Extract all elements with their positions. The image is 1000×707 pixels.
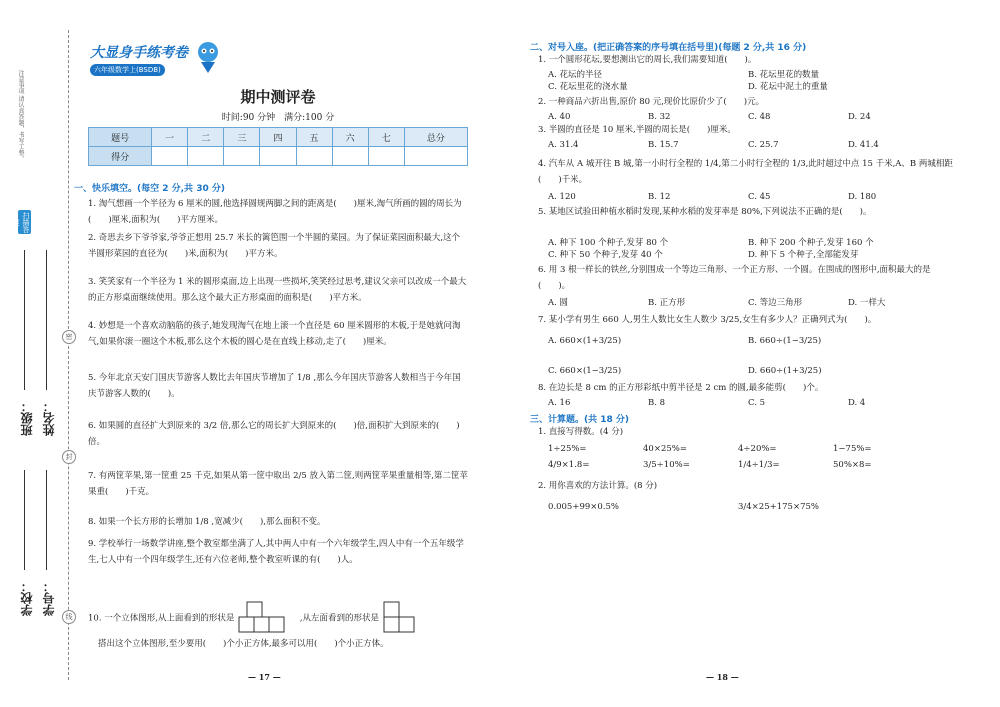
binding-sidebar (0, 0, 75, 707)
calc-item: 4÷20%= (738, 444, 777, 454)
option-a[interactable]: A. 花坛的半径 (548, 70, 603, 80)
option-a[interactable]: A. 120 (548, 192, 576, 202)
grade-badge: 六年级数学上(BSDB) (90, 64, 165, 76)
choice-options-5 (548, 236, 948, 260)
class-line (24, 250, 25, 390)
option-a[interactable]: A. 31.4 (548, 140, 579, 150)
fill-question-10 (88, 600, 468, 636)
calc-item: 3/5÷10%= (643, 460, 690, 470)
choice-options-1 (548, 68, 948, 92)
page-18 (530, 0, 970, 707)
q10-text-b: ,从左面看到的形状是 (299, 613, 380, 624)
option-c[interactable]: C. 5 (748, 398, 766, 408)
notice-text: 注意事项 请认真答题，书写工整。 (17, 70, 24, 162)
score-header-cell: 三 (224, 128, 260, 147)
seal-mark: 密 (62, 330, 76, 344)
option-d[interactable]: D. 种下 5 个种子,全部能发芽 (748, 250, 859, 260)
calc-item: 0.005+99×0.5% (548, 502, 619, 512)
option-a[interactable]: A. 40 (548, 112, 571, 122)
option-d[interactable]: D. 41.4 (848, 140, 879, 150)
q7-fraction: 2/5 (293, 471, 307, 481)
option-a[interactable]: A. 种下 100 个种子,发芽 80 个 (548, 238, 669, 248)
option-c[interactable]: C. 48 (748, 112, 771, 122)
fill-question-3: 3. 笑笑家有一个半径为 1 米的圆形桌面,边上出现一些损坏,笑笑经过思考,建议父亲可以改成一个最大的正方形桌面继续使用。那么这个最大正方形桌面的面积是( )平方米。 (88, 277, 467, 303)
page-17 (74, 0, 468, 707)
option-c[interactable]: C. 花坛里花的浇水量 (548, 82, 628, 92)
seal-mark: 封 (62, 450, 76, 464)
score-header-cell: 一 (152, 128, 188, 147)
fill-question-2: 2. 奇思去乡下爷爷家,爷爷正想用 25.7 米长的篱笆围一个半圆的菜园。为了保证菜园面积最大,这个半圆形菜园的直径为( )米,面积为( )平方米。 (88, 233, 461, 259)
option-d[interactable]: D. 一样大 (848, 298, 886, 308)
choice-options-6 (548, 296, 948, 308)
option-b[interactable]: B. 花坛里花的数量 (748, 70, 820, 80)
option-b[interactable]: B. 种下 200 个种子,发芽 160 个 (748, 238, 874, 248)
choice-options-3 (548, 140, 948, 150)
calc-item: 4/9×1.8= (548, 460, 590, 470)
choice-question-7: 7. 某小学有男生 660 人,男生人数比女生人数少 3/25,女生有多少人？正确列式为( )。 (538, 315, 877, 325)
option-c[interactable]: C. 种下 50 个种子,发芽 40 个 (548, 250, 663, 260)
option-a[interactable]: A. 圆 (548, 298, 569, 308)
option-b[interactable]: B. 8 (648, 398, 666, 408)
option-d[interactable]: D. 花坛中泥土的重量 (748, 82, 828, 92)
q5-fraction: 1/8 (297, 373, 311, 383)
page-number: — 18 — (706, 672, 739, 682)
exam-meta: 时间:90 分钟 满分:100 分 (221, 113, 335, 123)
calc-item: 1−75%= (833, 444, 872, 454)
score-header-row (89, 128, 468, 147)
option-c[interactable]: C. 45 (748, 192, 771, 202)
school-label: 学校： (20, 580, 34, 616)
score-header-cell: 四 (260, 128, 296, 147)
score-row-label: 得分 (89, 147, 152, 166)
seal-mark: 线 (62, 610, 76, 624)
calc-part-1: 1. 直接写得数。(4 分) (538, 427, 624, 437)
id-line (46, 470, 47, 570)
score-row (89, 147, 468, 166)
score-cell[interactable] (332, 147, 368, 166)
option-d[interactable]: D. 180 (848, 192, 877, 202)
calc-grid-2 (548, 502, 928, 512)
q10-text-a: 10. 一个立体图形,从上面看到的形状是 (88, 613, 235, 624)
mascot-icon (193, 40, 223, 74)
choice-question-2: 2. 一种商品六折出售,原价 80 元,现价比原价少了( )元。 (538, 97, 765, 107)
option-b[interactable]: B. 15.7 (648, 140, 679, 150)
score-cell[interactable] (224, 147, 260, 166)
calc-item: 1/4÷1/3= (738, 460, 780, 470)
choice-options-7 (548, 336, 948, 376)
choice-options-4 (548, 192, 948, 202)
id-label: 学号： (42, 580, 56, 616)
choice-question-4: 4. 汽车从 A 城开往 B 城,第一小时行全程的 1/4,第二小时行全程的 1/3,此时超过中点 15 千米,A、B 两城相距( )千米。 (538, 159, 953, 185)
q7-text-a: 7. 有两筐苹果,第一筐重 25 千克,如果从第一筐中取出 (88, 471, 291, 481)
option-a[interactable]: A. 660×(1+3/25) (548, 336, 622, 346)
left-view-figure (382, 600, 418, 636)
fill-question-10-cont: 搭出这个立体图形,至少要用( )个小正方体,最多可以用( )个小正方体。 (98, 639, 389, 649)
fill-question-6 (88, 418, 468, 450)
q8-fraction: 1/8 (195, 517, 209, 527)
section-3-heading: 三、计算题。(共 18 分) (530, 415, 630, 425)
score-header-cell: 七 (368, 128, 404, 147)
top-view-figure (237, 600, 297, 636)
score-header-cell: 总分 (404, 128, 467, 147)
page-title: 期中测评卷 (240, 88, 316, 106)
name-line (46, 250, 47, 390)
section-1-heading: 一、快乐填空。(每空 2 分,共 30 分) (74, 184, 225, 194)
brand-logo (88, 40, 238, 86)
calc-item: 50%×8= (833, 460, 872, 470)
score-header-cell: 六 (332, 128, 368, 147)
option-c[interactable]: C. 660×(1−3/25) (548, 366, 622, 376)
q6-fraction: 3/2 (203, 421, 218, 431)
option-d[interactable]: D. 660÷(1+3/25) (748, 366, 822, 376)
calc-item: 3/4×25+175×75% (738, 502, 819, 512)
choice-question-3: 3. 半圆的直径是 10 厘米,半圆的周长是( )厘米。 (538, 125, 736, 135)
choice-options-8 (548, 398, 948, 408)
school-line (24, 470, 25, 570)
calc-part-2: 2. 用你喜欢的方法计算。(8 分) (538, 481, 658, 491)
option-b[interactable]: B. 正方形 (648, 298, 686, 308)
option-b[interactable]: B. 660÷(1−3/25) (748, 336, 822, 346)
score-header-cell: 二 (188, 128, 224, 147)
scan-answer-tag[interactable]: 扫描答案 (12, 211, 30, 233)
option-a[interactable]: A. 16 (548, 398, 571, 408)
fill-question-4: 4. 妙想是一个喜欢动脑筋的孩子,她发现淘气在地上滚一个直径是 60 厘米圆形的木板,于是她就问淘气,如果你滚一圈这个木板,那么这个木板的圆心是在直线上移动,走了( )厘米。 (88, 321, 461, 347)
q7-text-b: 放入第二筐,则两筐苹果重量相等,第二筐苹果重( )千克。 (88, 471, 468, 497)
fill-question-8 (88, 514, 468, 530)
q6-text-a: 6. 如果圆的直径扩大到原来的 (88, 421, 201, 431)
choice-options-2 (548, 112, 948, 122)
calc-grid-1 (548, 444, 928, 470)
name-label: 姓名： (42, 400, 56, 436)
cut-line (68, 30, 69, 680)
score-cell[interactable] (260, 147, 296, 166)
choice-question-8: 8. 在边长是 8 cm 的正方形彩纸中剪半径是 2 cm 的圆,最多能剪( )个。 (538, 383, 824, 393)
option-d[interactable]: D. 24 (848, 112, 871, 122)
fill-question-7 (88, 468, 468, 500)
fill-question-1: 1. 淘气想画一个半径为 6 厘米的圆,他选择圆规两脚之间的距离是( )厘米,淘气所画的圆的周长为( )厘米,面积为( )平方厘米。 (88, 199, 462, 225)
calc-item: 40×25%= (643, 444, 687, 454)
score-cell[interactable] (368, 147, 404, 166)
score-cell[interactable] (188, 147, 224, 166)
q5-text-b: ,那么今年国庆节游客人数相当于今年国庆节游客人数的( )。 (88, 373, 461, 399)
score-cell[interactable] (296, 147, 332, 166)
fill-question-5 (88, 370, 468, 402)
option-b[interactable]: B. 12 (648, 192, 671, 202)
class-label: 班级： (20, 400, 34, 436)
option-c[interactable]: C. 等边三角形 (748, 298, 803, 308)
section-2-heading: 二、对号入座。(把正确答案的序号填在括号里)(每题 2 分,共 16 分) (530, 43, 807, 53)
choice-question-5: 5. 某地区试验田种植水稻时发现,某种水稻的发芽率是 80%,下列说法不正确的是( )。 (538, 207, 872, 217)
choice-question-6: 6. 用 3 根一样长的铁丝,分别围成一个等边三角形、一个正方形、一个圆。在围成的图形中,面积最大的是( )。 (538, 265, 931, 291)
choice-question-1: 1. 一个圆形花坛,要想测出它的周长,我们需要知道( )。 (538, 55, 757, 65)
brand-name: 大显身手练考卷 (90, 45, 188, 61)
calc-item: 1÷25%= (548, 444, 587, 454)
option-d[interactable]: D. 4 (848, 398, 866, 408)
q8-text-b: ,宽减少( ),那么面积不变。 (211, 517, 326, 527)
page-number: — 17 — (248, 672, 281, 682)
score-cell[interactable] (404, 147, 467, 166)
q8-text-a: 8. 如果一个长方形的长增加 (88, 517, 193, 527)
score-table (88, 127, 468, 166)
score-cell[interactable] (152, 147, 188, 166)
score-header-cell: 五 (296, 128, 332, 147)
score-header-cell: 题号 (89, 128, 152, 147)
option-b[interactable]: B. 32 (648, 112, 671, 122)
option-c[interactable]: C. 25.7 (748, 140, 779, 150)
q5-text-a: 5. 今年北京天安门国庆节游客人数比去年国庆节增加了 (88, 373, 295, 383)
q6-text-b: 倍,那么它的周长扩大到原来的( )倍,面积扩大到原来的( )倍。 (88, 421, 460, 447)
fill-question-9: 9. 学校举行一场数学讲座,整个教室都坐满了人,其中两人中有一个六年级学生,四人中有一个五年级学生,七人中有一个四年级学生,还有六位老师,整个教室听课的有( )人。 (88, 539, 464, 565)
